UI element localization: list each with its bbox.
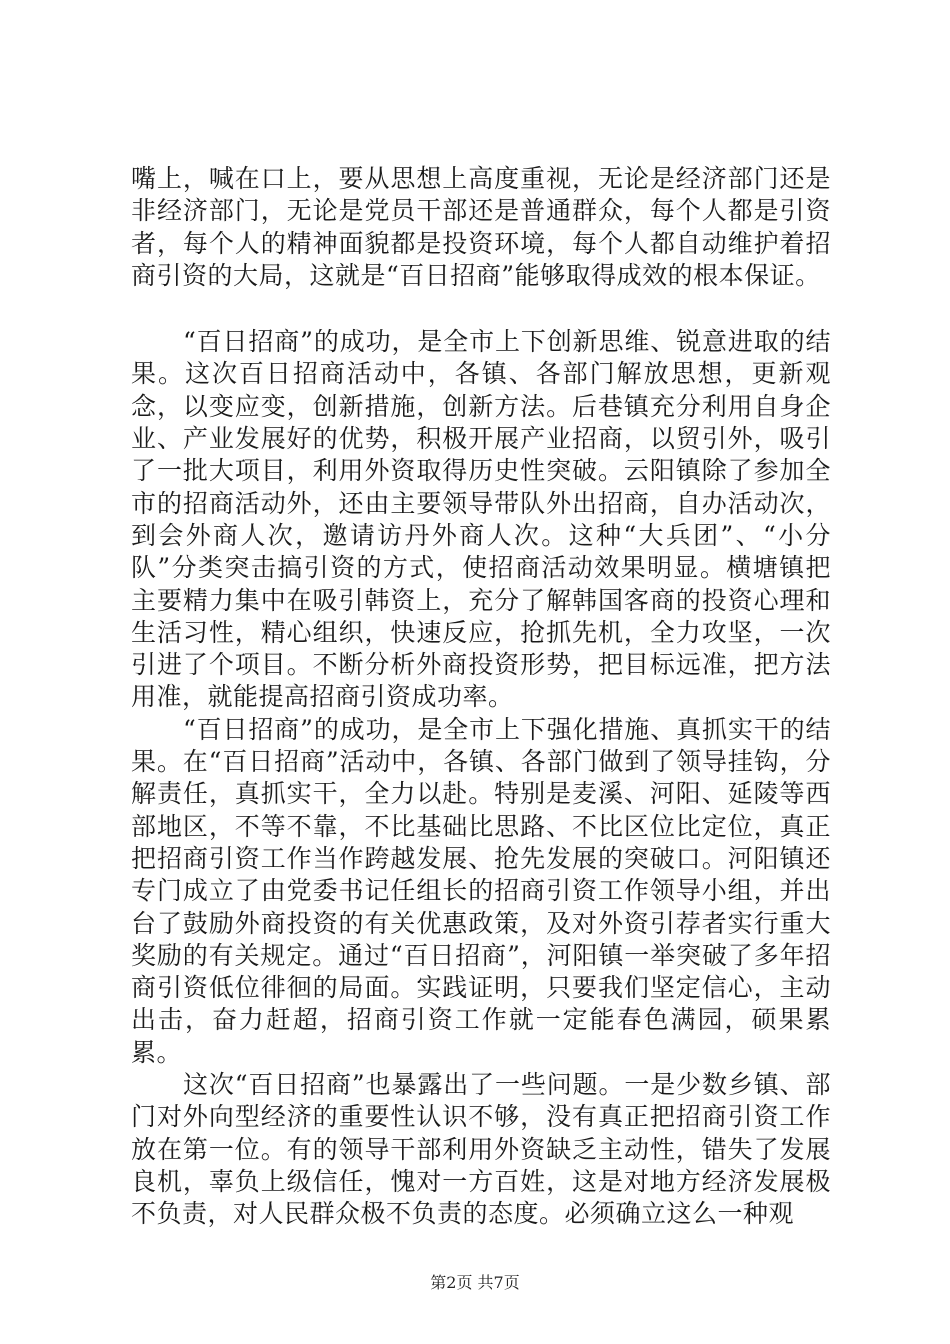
paragraph-innovation: “百日招商”的成功，是全市上下创新思维、锐意进取的结果。这次百日招商活动中，各镇、各部门解放思想，更新观念，以变应变，创新措施，创新方法。后巷镇充分利用自身企业、产业发展好的优势，积极开展产业招商，以贸引外，吸引了一批大项目，利用外资取得历史性突破。云阳镇除了参加全市的招商活动外，还由主要领导带队外出招商，自办活动次，到会外商人次，邀请访丹外商人次。这种“大兵团”、“小分队”分类突击搞引资的方式，使招商活动效果明显。横塘镇把主要精力集中在吸引韩资上，充分了解韩国客商的投资心理和生活习性，精心组织，快速反应，抢抓先机，全力攻坚，一次引进了个项目。不断分析外商投资形势，把目标远准，把方法用准，就能提高招商引资成功率。 [131, 327, 831, 712]
paragraph-problems: 这次“百日招商”也暴露出了一些问题。一是少数乡镇、部门对外向型经济的重要性认识不够，没有真正把招商引资工作放在第一位。有的领导干部利用外资缺乏主动性，错失了发展良机，辜负上级信任，愧对一方百姓，这是对地方经济发展极不负责，对人民群众极不负责的态度。必须确立这么一种观 [131, 1070, 831, 1229]
page-number-footer: 第2页 共7页 [430, 1273, 520, 1292]
paragraph-measures: “百日招商”的成功，是全市上下强化措施、真抓实干的结果。在“百日招商”活动中，各镇、各部门做到了领导挂钩，分解责任，真抓实干，全力以赴。特别是麦溪、河阳、延陵等西部地区，不等不靠，不比基础比思路、不比区位比定位，真正把招商引资工作当作跨越发展、抢先发展的突破口。河阳镇还专门成立了由党委书记任组长的招商引资工作领导小组，并出台了鼓励外商投资的有关优惠政策，及对外资引荐者实行重大奖励的有关规定。通过“百日招商”，河阳镇一举突破了多年招商引资低位徘徊的局面。实践证明，只要我们坚定信心，主动出击，奋力赶超，招商引资工作就一定能春色满园，硕果累累。 [131, 714, 831, 1067]
document-body [131, 163, 831, 1231]
paragraph-continued: 嘴上，喊在口上，要从思想上高度重视，无论是经济部门还是非经济部门，无论是党员干部还是普通群众，每个人都是引资者，每个人的精神面貌都是投资环境，每个人都自动维护着招商引资的大局，这就是“百日招商”能够取得成效的根本保证。 [131, 164, 831, 290]
